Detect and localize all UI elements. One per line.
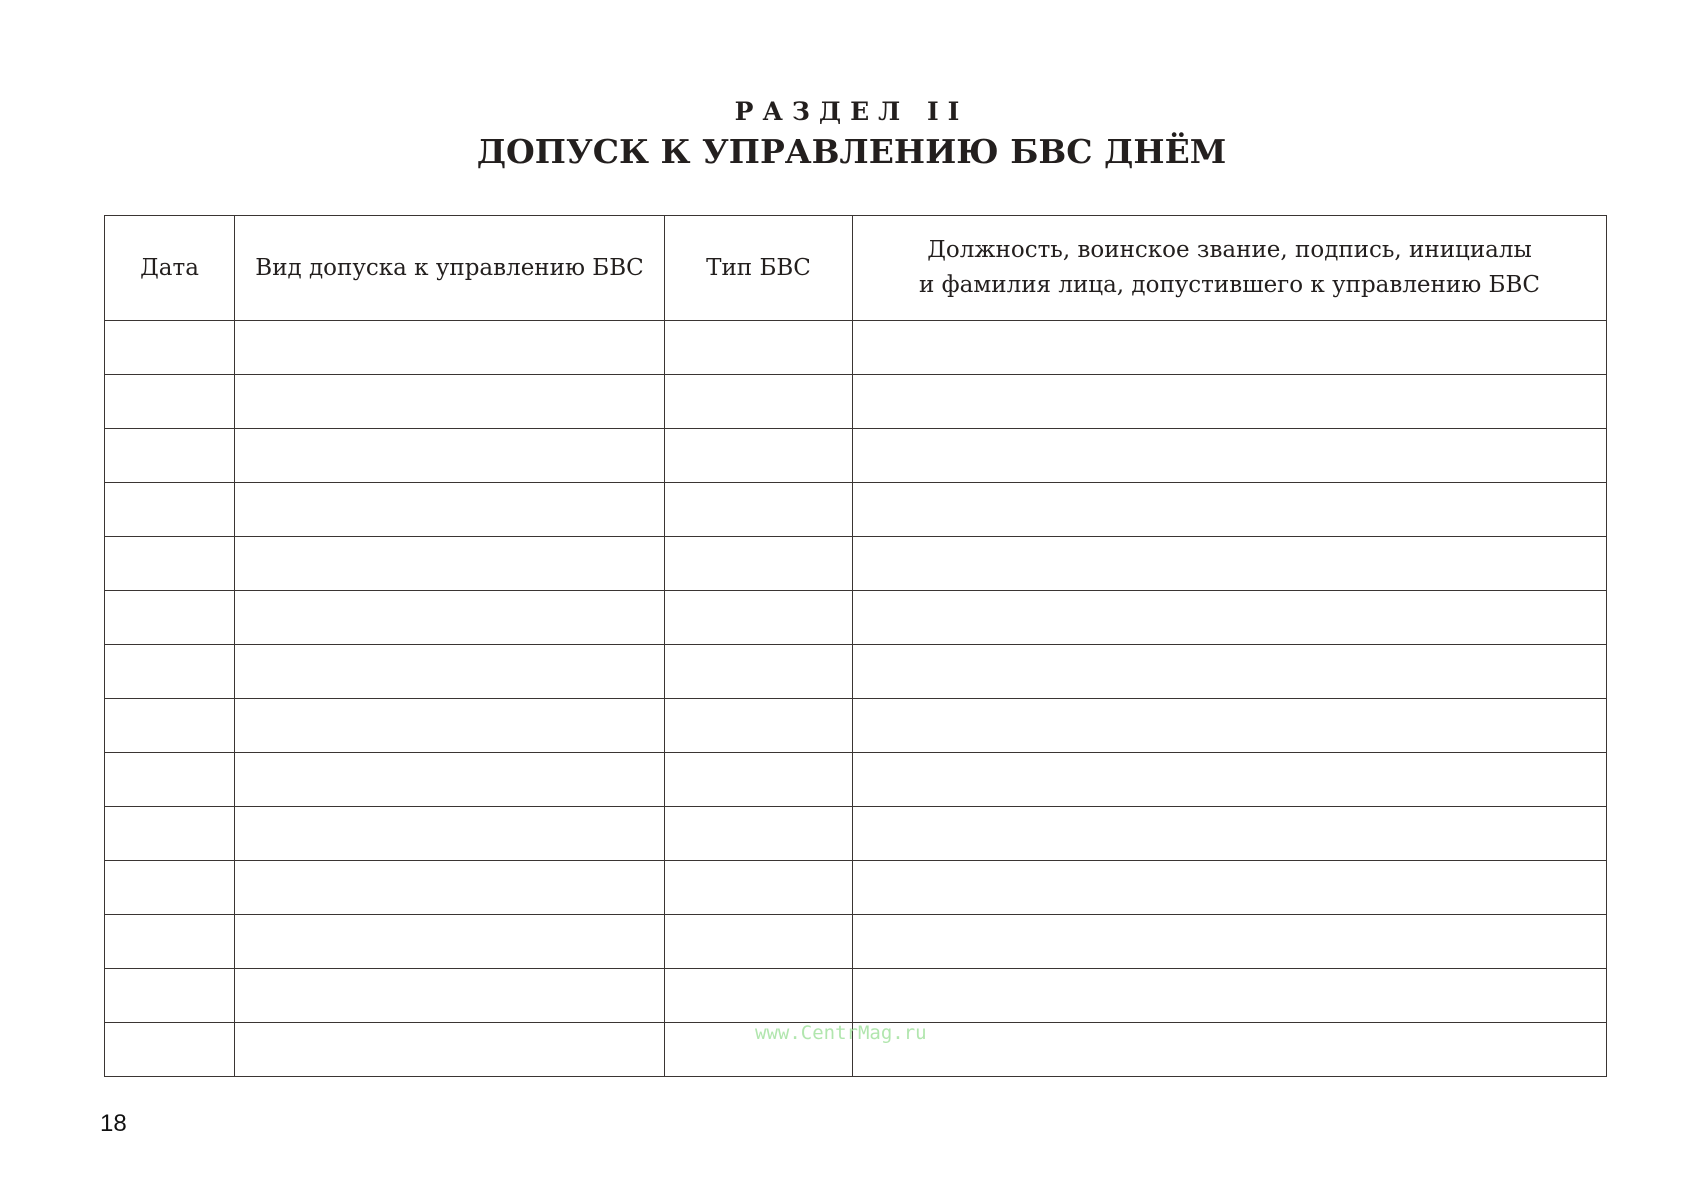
cell-uav-type [665, 375, 853, 429]
header-date: Дата [105, 216, 235, 321]
cell-uav-type [665, 753, 853, 807]
cell-admission-kind [235, 915, 665, 969]
admission-log-table [104, 215, 1607, 1077]
cell-admission-kind [235, 429, 665, 483]
cell-uav-type [665, 969, 853, 1023]
cell-date [105, 753, 235, 807]
cell-authorizing-person [853, 429, 1607, 483]
header-authorizing-person [853, 216, 1607, 321]
cell-admission-kind [235, 969, 665, 1023]
cell-admission-kind [235, 375, 665, 429]
table-header-row [105, 216, 1607, 321]
cell-uav-type [665, 861, 853, 915]
header-uav-type: Тип БВС [665, 216, 853, 321]
table-body [105, 321, 1607, 1077]
cell-admission-kind [235, 807, 665, 861]
cell-authorizing-person [853, 591, 1607, 645]
table-row [105, 699, 1607, 753]
cell-admission-kind [235, 1023, 665, 1077]
table-row [105, 969, 1607, 1023]
cell-date [105, 591, 235, 645]
cell-uav-type [665, 483, 853, 537]
cell-uav-type [665, 321, 853, 375]
table-row [105, 537, 1607, 591]
cell-authorizing-person [853, 483, 1607, 537]
header-authorizing-person-line-1: Должность, воинское звание, подпись, инициалы [927, 237, 1532, 263]
section-label: РАЗДЕЛ II [734, 97, 969, 126]
cell-authorizing-person [853, 969, 1607, 1023]
table-row [105, 591, 1607, 645]
cell-admission-kind [235, 861, 665, 915]
cell-date [105, 861, 235, 915]
cell-date [105, 915, 235, 969]
cell-authorizing-person [853, 753, 1607, 807]
cell-authorizing-person [853, 1023, 1607, 1077]
cell-date [105, 807, 235, 861]
cell-uav-type [665, 807, 853, 861]
cell-date [105, 375, 235, 429]
table-row [105, 321, 1607, 375]
table-row [105, 483, 1607, 537]
cell-authorizing-person [853, 645, 1607, 699]
cell-date [105, 537, 235, 591]
cell-authorizing-person [853, 537, 1607, 591]
cell-authorizing-person [853, 699, 1607, 753]
cell-uav-type [665, 699, 853, 753]
header-admission-kind: Вид допуска к управлению БВС [235, 216, 665, 321]
cell-authorizing-person [853, 807, 1607, 861]
section-title: ДОПУСК К УПРАВЛЕНИЮ БВС ДНЁМ [476, 132, 1227, 171]
table-row [105, 645, 1607, 699]
cell-admission-kind [235, 483, 665, 537]
cell-date [105, 969, 235, 1023]
cell-admission-kind [235, 537, 665, 591]
section-heading [0, 95, 1703, 173]
table-row [105, 753, 1607, 807]
table-row [105, 429, 1607, 483]
table-row [105, 861, 1607, 915]
header-authorizing-person-line-2: и фамилия лица, допустившего к управлению БВС [919, 272, 1540, 298]
cell-uav-type [665, 915, 853, 969]
cell-uav-type [665, 429, 853, 483]
cell-authorizing-person [853, 915, 1607, 969]
cell-admission-kind [235, 699, 665, 753]
cell-date [105, 645, 235, 699]
table-row [105, 375, 1607, 429]
cell-uav-type [665, 591, 853, 645]
cell-date [105, 429, 235, 483]
cell-date [105, 483, 235, 537]
cell-authorizing-person [853, 375, 1607, 429]
cell-admission-kind [235, 591, 665, 645]
cell-admission-kind [235, 321, 665, 375]
cell-authorizing-person [853, 321, 1607, 375]
page-number: 18 [100, 1110, 127, 1137]
watermark: www.CentrMag.ru [755, 1022, 927, 1044]
cell-date [105, 1023, 235, 1077]
cell-admission-kind [235, 645, 665, 699]
table-row [105, 807, 1607, 861]
cell-admission-kind [235, 753, 665, 807]
table-row [105, 915, 1607, 969]
cell-date [105, 699, 235, 753]
cell-uav-type [665, 537, 853, 591]
cell-date [105, 321, 235, 375]
cell-authorizing-person [853, 861, 1607, 915]
cell-uav-type [665, 645, 853, 699]
